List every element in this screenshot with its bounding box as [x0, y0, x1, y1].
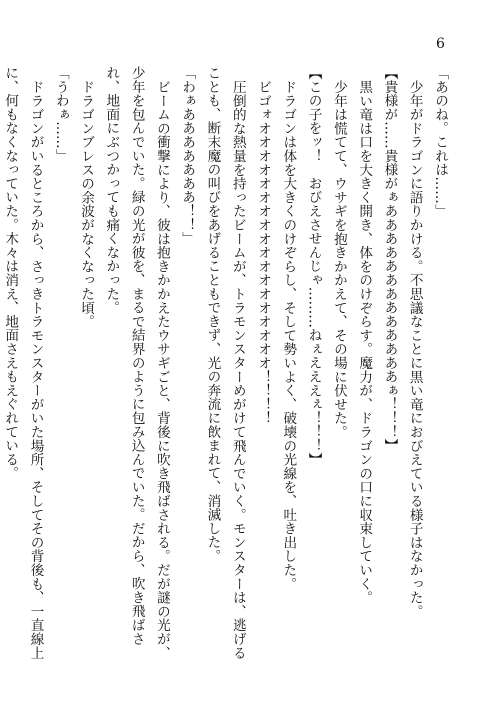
- paragraph: 圧倒的な熱量を持ったビームが、トラモンスターめがけて飛んでいく。モンスターは、逃げることも、断末魔の叫びをあげることもできず、光の奔流に飲まれて、消滅した。: [204, 66, 246, 660]
- paragraph: 黒い竜は口を大きく開き、体をのけぞらす。魔力が、ドラゴンの口に収束していく。: [356, 79, 373, 604]
- paragraph: ドラゴンがいるところから、さっきトラモンスターがいた場所、そしてその背後も、一直線上に、何もなくなっていた。木々は消え、地面さえもえぐれている。: [2, 66, 44, 660]
- paragraph: 少年がドラゴンに語りかける。不思議なことに黒い竜におびえている様子はなかった。: [406, 79, 423, 618]
- paragraph: 【この子をッ！ おびえさせんじゃ………ねぇえええぇ！！！】: [305, 66, 322, 467]
- paragraph: 「わぁあああああああ！！」: [179, 66, 196, 246]
- paragraph: ドラゴンは体を大きくのけぞらし、そして勢いよく、破壊の光線を、吐き出した。: [280, 79, 297, 591]
- paragraph: ビゴォオオオオオオオオオオオオオオオオオオ！！！！: [255, 79, 272, 425]
- paragraph: 「うわぁ……」: [52, 66, 69, 163]
- page-number: 6: [436, 36, 445, 52]
- paragraph: ビームの衝撃により、彼は抱きかかえたウサギごと、背後に吹き飛ばされる。だが謎の光が、少年を包んでいた。緑の光が彼を、まるで結界のように包み込んでいた。だから、吹き飛ばされ、地面にぶつかっても痛くなかった。: [103, 66, 170, 660]
- paragraph: 「あのね。これは……」: [432, 66, 448, 218]
- paragraph: 少年は慌てて、ウサギを抱きかかえて、その場に伏せた。: [330, 79, 347, 439]
- paragraph: ドラゴンブレスの余波がなくなった頃。: [78, 79, 95, 328]
- paragraph: 【貴様が……貴様がぁあああああああああああああぁ！！！】: [381, 66, 398, 453]
- novel-text-body: [2, 66, 452, 666]
